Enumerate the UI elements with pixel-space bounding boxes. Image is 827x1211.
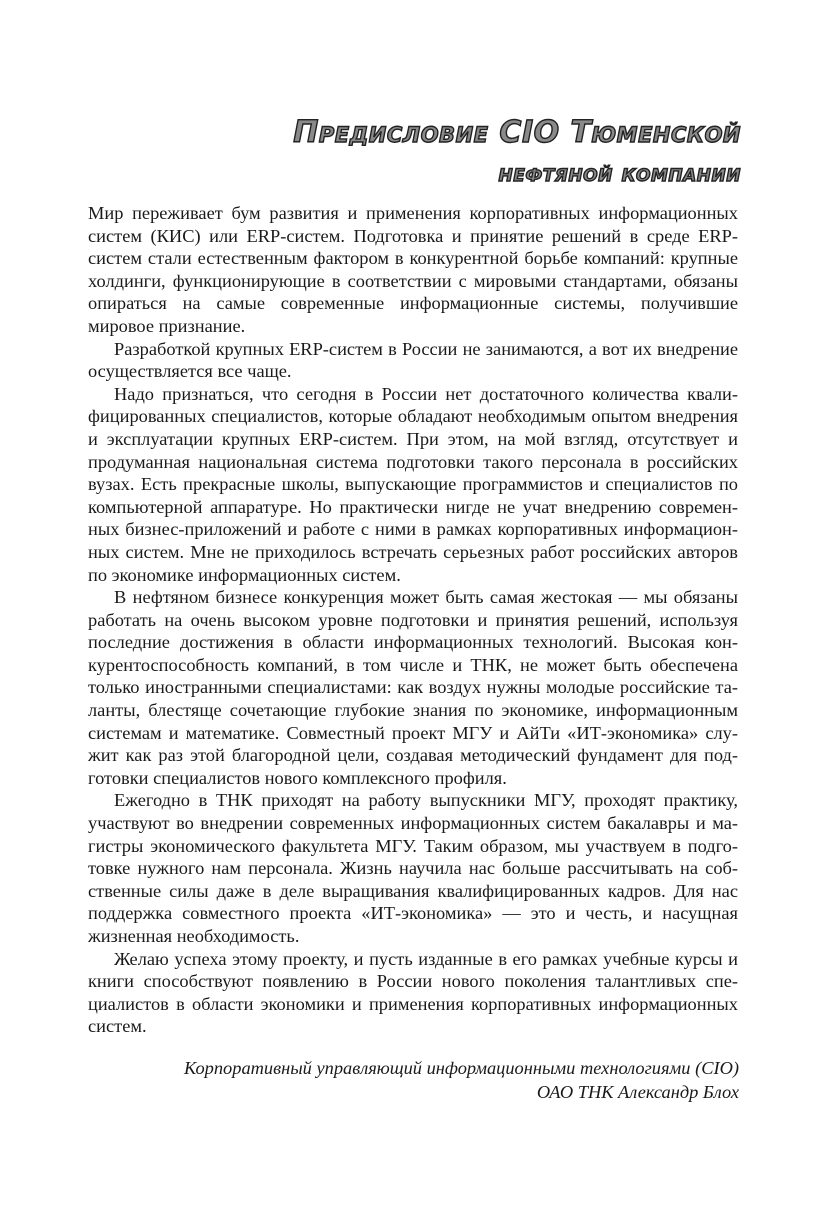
paragraph-6: Желаю успеха этому проекту, и пусть изданные в его рамках учебные курсы и книги способствуют появлению в России нового поколения талантливых специалистов в области экономики и применения корпоративных информационных систем. <box>88 948 738 1037</box>
signature-title: Корпоративный управляющий информационными технологиями (CIO) <box>183 1058 739 1078</box>
paragraph-2: Разработкой крупных ERP-систем в России не занимаются, а вот их внедрение осуществляется все чаще. <box>88 338 738 382</box>
paragraph-1: Мир переживает бум развития и применения корпоративных информационных систем (КИС) или ERP-систем. Подготовка и принятие решений в среде ERP-систем стали естественным фактором в конкурентной борьбе компаний: крупные холдинги, функционирующие в соответствии с мировыми стандартами, обязаны опираться на самые современные информационные системы, получившие мировое признание. <box>88 203 738 336</box>
body-text <box>88 202 738 1038</box>
heading-line-1: Предисловие CIO Тюменской <box>293 115 741 150</box>
paragraph-5: Ежегодно в ТНК приходят на работу выпускники МГУ, проходят практику, участвуют во внедрении современных информационных систем бакалавры и магистры экономического факультета МГУ. Таким образом, мы участвуем в подготовке нужного нам персонала. Жизнь научила нас больше рассчитывать на собственные силы даже в деле выращивания квалифицированных кадров. Для нас поддержка совместного проекта «ИТ-экономика» — это и честь, и насущная жизненная необходимость. <box>88 790 738 946</box>
chapter-heading <box>293 114 741 190</box>
signature-name: ОАО ТНК Александр Блох <box>536 1082 739 1102</box>
signature-block <box>184 1056 739 1104</box>
paragraph-4: В нефтяном бизнесе конкуренция может быть самая жестокая — мы обязаны работать на очень высоком уровне подготовки и принятия решений, используя последние достижения в области информационных технологий. Высокая конкурентоспособность компаний, в том числе и ТНК, не может быть обеспечена только иностранными специалистами: как воздух нужны молодые российские таланты, блестяще сочетающие глубокие знания по экономике, информационным системам и математике. Совместный проект МГУ и АйТи «ИТ-экономика» служит как раз этой благородной цели, создавая методический фундамент для подготовки специалистов нового комплексного профиля. <box>88 587 738 788</box>
heading-line-2: нефтяной компании <box>498 159 741 187</box>
paragraph-3: Надо признаться, что сегодня в России нет достаточного количества квалифицированных специалистов, которые обладают необходимым опытом внедрения и эксплуатации крупных ERP-систем. При этом, на мой взгляд, отсутствует и продуманная национальная система подготовки такого персонала в российских вузах. Есть прекрасные школы, выпускающие программистов и специалистов по компьютерной аппаратуре. Но практически нигде не учат внедрению современных бизнес-приложений и работе с ними в рамках корпоративных информационных систем. Мне не приходилось встречать серьезных работ российских авторов по экономике информационных систем. <box>88 383 738 585</box>
